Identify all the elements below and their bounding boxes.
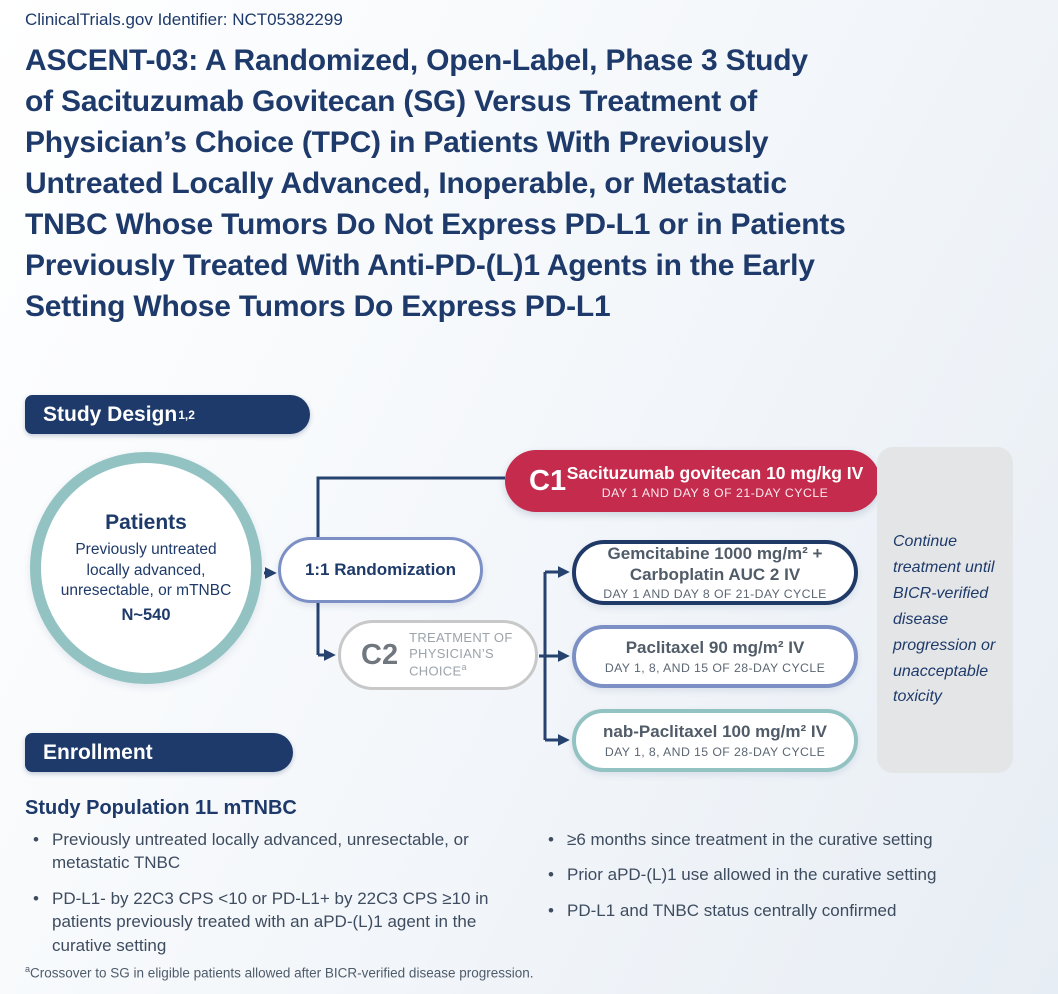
continue-treatment-note-panel (877, 447, 1013, 773)
tpc-option-schedule: DAY 1 AND DAY 8 OF 21-DAY CYCLE (603, 587, 827, 602)
page-title-line: ASCENT-03: A Randomized, Open-Label, Phase 3 Study (25, 44, 808, 77)
page-title-line: Previously Treated With Anti-PD-(L)1 Agents in the Early (25, 249, 815, 282)
patients-description: Previously untreated locally advanced, unresectable, or mTNBC (60, 541, 232, 600)
continue-treatment-note: Continue treatment until BICR-verified disease progression or unacceptable toxicity (893, 533, 996, 706)
arm-c2-label-text: TREATMENT OF PHYSICIAN’S CHOICE (409, 629, 513, 679)
arm-c2-code: C2 (361, 638, 399, 671)
page-title-line: Physician’s Choice (TPC) in Patients With Previously (25, 126, 769, 159)
study-design-references: 1,2 (178, 407, 195, 422)
arm-c1-sacituzumab-pill (505, 450, 880, 512)
population-heading: Study Population 1L mTNBC (25, 797, 297, 819)
arm-c2-tpc-pill (338, 620, 538, 690)
tpc-option-schedule: DAY 1, 8, AND 15 OF 28-DAY CYCLE (604, 660, 826, 675)
randomization-pill (278, 537, 483, 603)
tpc-option-nab-paclitaxel (572, 709, 858, 772)
arm-c2-label (409, 630, 521, 680)
criteria-item: • PD-L1- by 22C3 CPS <10 or PD-L1+ by 22C3 CPS ≥10 in patients previously treated with an aPD-(L)1 agent in the curative setting (30, 887, 517, 957)
arm-c1-code: C1 (529, 464, 567, 497)
page-title-line: of Sacituzumab Govitecan (SG) Versus Treatment of (25, 85, 758, 118)
tpc-option-paclitaxel (572, 625, 858, 688)
tpc-option-name: Paclitaxel 90 mg/m² IV (625, 638, 805, 658)
criteria-item: • PD-L1 and TNBC status centrally confirmed (545, 899, 1045, 922)
arm-c2-footnote-marker: a (461, 662, 467, 673)
enrollment-criteria-right-column (545, 828, 1045, 934)
criteria-item: • Previously untreated locally advanced, unresectable, or metastatic TNBC (30, 828, 517, 875)
footnote-marker: a (25, 964, 31, 974)
study-design-section-label: Study Design (43, 402, 178, 426)
page-title-line: TNBC Whose Tumors Do Not Express PD-L1 or in Patients (25, 208, 846, 241)
arm-c1-text (566, 463, 880, 500)
tpc-option-gemcitabine-carboplatin (572, 540, 858, 605)
crossover-footnote (25, 964, 534, 981)
page-title (25, 40, 846, 327)
criteria-item: • ≥6 months since treatment in the curative setting (545, 828, 1045, 851)
patients-title: Patients (105, 511, 187, 535)
page-title-line: Untreated Locally Advanced, Inoperable, or Metastatic (25, 167, 787, 200)
footnote-text: Crossover to SG in eligible patients allowed after BICR-verified disease progression. (30, 965, 534, 981)
tpc-option-schedule: DAY 1, 8, AND 15 OF 28-DAY CYCLE (604, 744, 826, 759)
patients-n-value: N~540 (121, 605, 171, 624)
tpc-option-name: nab-Paclitaxel 100 mg/m² IV (603, 722, 827, 742)
clinicaltrials-identifier: ClinicalTrials.gov Identifier: NCT05382299 (25, 10, 343, 29)
enrollment-section-header (25, 733, 293, 772)
enrollment-section-label: Enrollment (43, 740, 153, 764)
study-design-section-header (25, 395, 310, 434)
criteria-item: • Prior aPD-(L)1 use allowed in the curative setting (545, 863, 1045, 886)
page-title-line: Setting Whose Tumors Do Express PD-L1 (25, 290, 611, 323)
randomization-label: 1:1 Randomization (304, 560, 457, 579)
arm-c1-name: Sacituzumab govitecan 10 mg/kg IV (566, 462, 864, 483)
enrollment-criteria-left-column (30, 828, 517, 969)
patients-circle (30, 452, 262, 684)
tpc-option-name: Gemcitabine 1000 mg/m² + Carboplatin AUC 2 IV (607, 543, 823, 584)
arm-c1-schedule: DAY 1 AND DAY 8 OF 21-DAY CYCLE (601, 485, 829, 500)
